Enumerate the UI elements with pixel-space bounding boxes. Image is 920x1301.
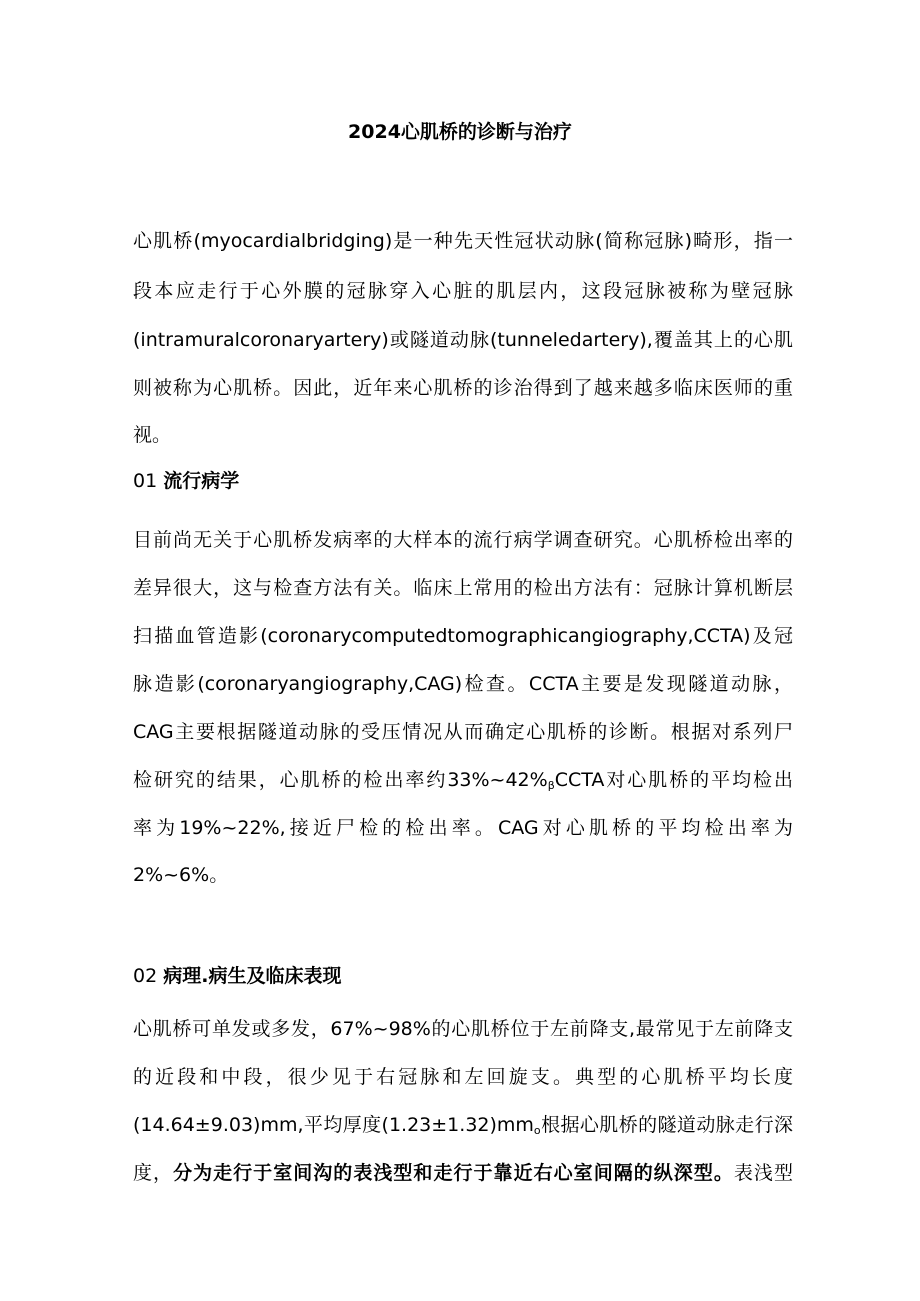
section1-line-6-subscript: β xyxy=(547,779,555,792)
section2-line-3-subscript: o xyxy=(533,1124,541,1137)
section2-line-2: 的近段和中段，很少见于右冠脉和左回旋支。典型的心肌桥平均长度 xyxy=(133,1066,793,1088)
section2-title: 病理.病生及临床表现 xyxy=(163,965,342,987)
section2-line-4-text-b: 表浅型 xyxy=(733,1162,793,1184)
section1-number: 01 xyxy=(133,470,158,492)
section1-line-8: 2%~6%。 xyxy=(133,864,229,886)
section2-line-3-text-b: 根据心肌桥的隧道动脉走行深 xyxy=(540,1114,793,1136)
section1-title: 流行病学 xyxy=(163,470,240,492)
section2-line-4-text-a: 度， xyxy=(133,1162,174,1184)
section1-line-6 xyxy=(133,766,793,800)
section1-line-4: 脉造影(coronaryangiography,CAG)检查。CCTA主要是发现隧道动脉， xyxy=(133,673,793,695)
section2-line-4 xyxy=(133,1159,793,1187)
section1-line-1: 目前尚无关于心肌桥发病率的大样本的流行病学调查研究。心肌桥检出率的 xyxy=(133,529,793,551)
section2-line-3-text-a: (14.64±9.03)mm,平均厚度(1.23±1.32)mm xyxy=(133,1114,534,1136)
section2-line-1: 心肌桥可单发或多发，67%~98%的心肌桥位于左前降支,最常见于左前降支 xyxy=(133,1018,793,1040)
document-title: 2024心肌桥的诊断与治疗 xyxy=(348,121,572,143)
section2-number: 02 xyxy=(133,965,158,987)
section1-line-2: 差异很大，这与检查方法有关。临床上常用的检出方法有：冠脉计算机断层 xyxy=(133,577,793,599)
section1-heading xyxy=(133,467,793,495)
section2-line-4-emphasis: 分为走行于室间沟的表浅型和走行于靠近右心室间隔的纵深型。 xyxy=(173,1162,734,1184)
intro-line-4: 则被称为心肌桥。因此，近年来心肌桥的诊治得到了越来越多临床医师的重 xyxy=(133,377,793,399)
section1-line-3: 扫描血管造影(coronarycomputedtomographicangiography,CCTA)及冠 xyxy=(133,625,793,647)
intro-line-5: 视。 xyxy=(133,424,172,446)
section1-line-6-text-b: CCTA对心肌桥的平均检出 xyxy=(554,769,793,791)
intro-line-1: 心肌桥(myocardialbridging)是一种先天性冠状动脉(简称冠脉)畸形，指一 xyxy=(133,230,793,252)
intro-line-3: (intramuralcoronaryartery)或隧道动脉(tunneledartery),覆盖其上的心肌 xyxy=(133,329,793,351)
intro-line-2: 段本应走行于心外膜的冠脉穿入心脏的肌层内，这段冠脉被称为壁冠脉 xyxy=(133,280,793,302)
section1-line-5: CAG主要根据隧道动脉的受压情况从而确定心肌桥的诊断。根据对系列尸 xyxy=(133,721,793,743)
section2-heading xyxy=(133,962,793,990)
section1-line-6-text-a: 检研究的结果，心肌桥的检出率约33%~42% xyxy=(133,769,548,791)
section2-line-3 xyxy=(133,1111,793,1145)
section1-line-7: 率为19%~22%,接近尸检的检出率。CAG对心肌桥的平均检出率为 xyxy=(133,817,793,839)
